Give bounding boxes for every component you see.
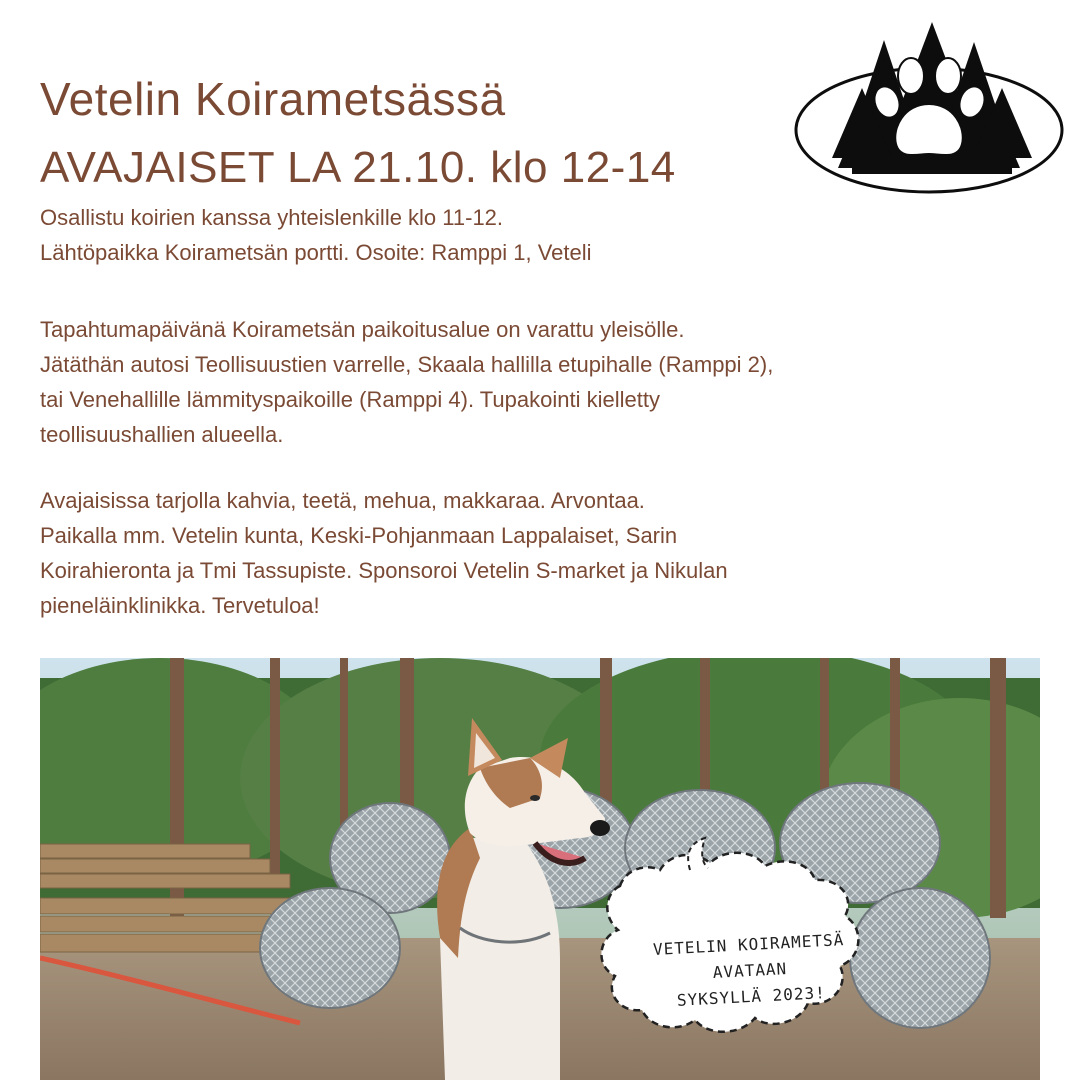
heading-line2: AVAJAISET LA 21.10. klo 12-14: [40, 143, 676, 192]
event-line1: Avajaisissa tarjolla kahvia, teetä, mehua, makkaraa. Arvontaa.: [40, 488, 645, 513]
parking-line2: Jätäthän autosi Teollisuustien varrelle, Skaala hallilla etupihalle (Ramppi 2),: [40, 352, 774, 377]
parking-line4: teollisuushallien alueella.: [40, 422, 284, 447]
paw-trees-logo-icon: [792, 18, 1066, 196]
heading-line1: Vetelin Koirametsässä: [40, 73, 506, 125]
intro-line2: Lähtöpaikka Koirametsän portti. Osoite: Ramppi 1, Veteli: [40, 240, 592, 265]
intro-paragraph: [40, 200, 1050, 270]
event-line4: pieneläinklinikka. Tervetuloa!: [40, 593, 320, 618]
parking-paragraph: [40, 312, 1050, 452]
parking-line3: tai Venehallille lämmityspaikoille (Ramppi 4). Tupakointi kielletty: [40, 387, 660, 412]
dog-park-photo: [40, 658, 1040, 1080]
intro-line1: Osallistu koirien kanssa yhteislenkille klo 11-12.: [40, 205, 504, 230]
event-paragraph: [40, 483, 1050, 623]
speech-bubble-text: [610, 925, 890, 1017]
parking-line1: Tapahtumapäivänä Koirametsän paikoitusalue on varattu yleisölle.: [40, 317, 685, 342]
bubble-line2: SYKSYLLÄ 2023!: [676, 983, 827, 1010]
event-line2: Paikalla mm. Vetelin kunta, Keski-Pohjanmaan Lappalaiset, Sarin: [40, 523, 678, 548]
bubble-line1: VETELIN KOIRAMETSÄ AVATAAN: [652, 930, 845, 982]
event-line3: Koirahieronta ja Tmi Tassupiste. Sponsoroi Vetelin S-market ja Nikulan: [40, 558, 728, 583]
